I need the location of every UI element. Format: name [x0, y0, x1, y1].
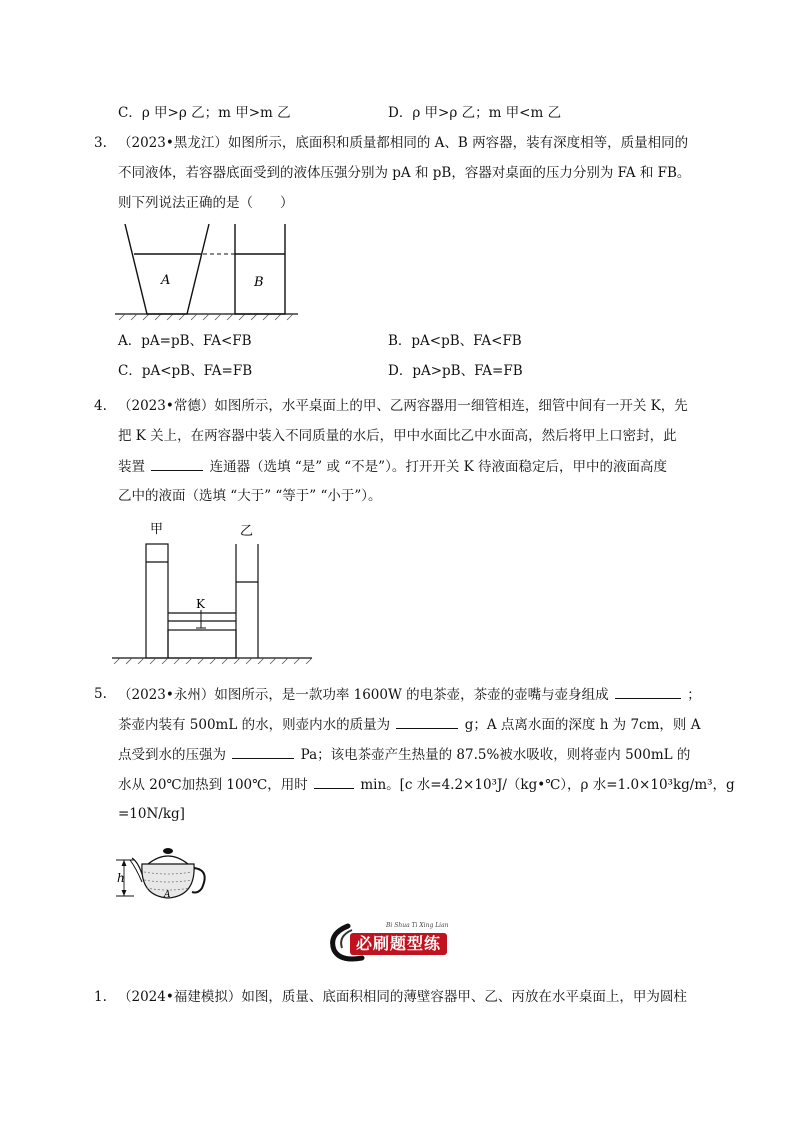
q4-line3-part1: 装置 [118, 459, 145, 475]
q3-fig-label-b: B [254, 275, 264, 290]
q5-fig-label-a: A [164, 890, 171, 900]
q3-option-d: D．pA>pB、FA=FB [388, 363, 523, 379]
q3-fig-label-a: A [161, 273, 171, 288]
section-banner [324, 920, 464, 962]
q4-fig-label-jia: 甲 [150, 522, 164, 537]
q5-text-line5: =10N/kg] [118, 806, 185, 822]
q3-option-b: B．pA<pB、FA<FB [388, 333, 522, 349]
q4-fig-label-yi: 乙 [240, 524, 254, 539]
q5-line3-part2: Pa；该电茶壶产生热量的 87.5%被水吸收，则将壶内 500mL 的 [300, 747, 691, 763]
q3-text-line1: （2023•黑龙江）如图所示，底面积和质量都相同的 A、B 两容器，装有深度相等，质量相同的 [118, 135, 689, 151]
q5-number: 5. [94, 686, 107, 702]
q5-figure-teapot [112, 838, 212, 902]
q5-text-line2 [118, 715, 700, 734]
banner-script-text: Bi Shua Ti Xing Lian [386, 922, 449, 929]
q4-fig-label-k: K [196, 597, 205, 611]
q2-option-c: C．ρ 甲>ρ 乙；m 甲>m 乙 [118, 105, 291, 121]
q4-blank-1[interactable] [151, 457, 203, 471]
q4-number: 4. [94, 398, 107, 414]
p1-text-line1: （2024•福建模拟）如图，质量、底面积相同的薄壁容器甲、乙、丙放在水平桌面上，甲为圆柱 [118, 989, 687, 1005]
q5-line1-part2: ； [687, 687, 701, 703]
q5-line1-part1: （2023•永州）如图所示，是一款功率 1600W 的电茶壶，茶壶的壶嘴与壶身组成 [118, 687, 609, 703]
q5-line3-part1: 点受到水的压强为 [118, 747, 226, 763]
q5-line4-part1: 水从 20℃加热到 100℃，用时 [118, 777, 308, 793]
q5-line4-part2: min。[c 水=4.2×10³J/（kg•℃），ρ 水=1.0×10³kg/m³，g [360, 777, 735, 793]
q3-text-line2: 不同液体，若容器底面受到的液体压强分别为 pA 和 pB，容器对桌面的压力分别为 FA 和 FB。 [118, 165, 691, 181]
q3-figure-containers [115, 222, 300, 322]
q2-option-d: D．ρ 甲>ρ 乙；m 甲<m 乙 [388, 105, 562, 121]
q5-text-line4 [118, 775, 735, 794]
q4-figure-connected-vessels [112, 518, 317, 666]
q5-blank-3[interactable] [232, 745, 294, 759]
q5-blank-1[interactable] [615, 685, 681, 699]
q4-text-line4: 乙中的液面（选填 “大于” “等于” “小于”）。 [118, 488, 382, 504]
q3-number: 3. [94, 135, 107, 151]
q4-line3-part2: 连通器（选填 “是” 或 “不是”）。打开开关 K 待液面稳定后，甲中的液面高度 [209, 459, 667, 475]
q5-line2-part1: 茶壶内装有 500mL 的水，则壶内水的质量为 [118, 717, 391, 733]
q3-option-c: C．pA<pB、FA=FB [118, 363, 253, 379]
q5-fig-label-h: h [117, 871, 125, 885]
q5-text-line3 [118, 745, 690, 764]
q3-text-line3: 则下列说法正确的是（ ） [118, 195, 294, 211]
q4-text-line2: 把 K 关上，在两容器中装入不同质量的水后，甲中水面比乙中水面高，然后将甲上口密封，此 [118, 428, 677, 444]
q5-blank-2[interactable] [396, 715, 458, 729]
banner-title: 必刷题型练 [350, 933, 447, 955]
q4-text-line1: （2023•常德）如图所示，水平桌面上的甲、乙两容器用一细管相连，细管中间有一开关 K，先 [118, 398, 688, 414]
q3-option-a: A．pA=pB、FA<FB [118, 333, 252, 349]
q5-blank-4[interactable] [314, 775, 354, 789]
q5-line2-part2: g；A 点离水面的深度 h 为 7cm，则 A [464, 717, 701, 733]
p1-number: 1. [94, 989, 107, 1005]
q5-text-line1 [118, 685, 701, 704]
q4-text-line3 [118, 457, 667, 476]
